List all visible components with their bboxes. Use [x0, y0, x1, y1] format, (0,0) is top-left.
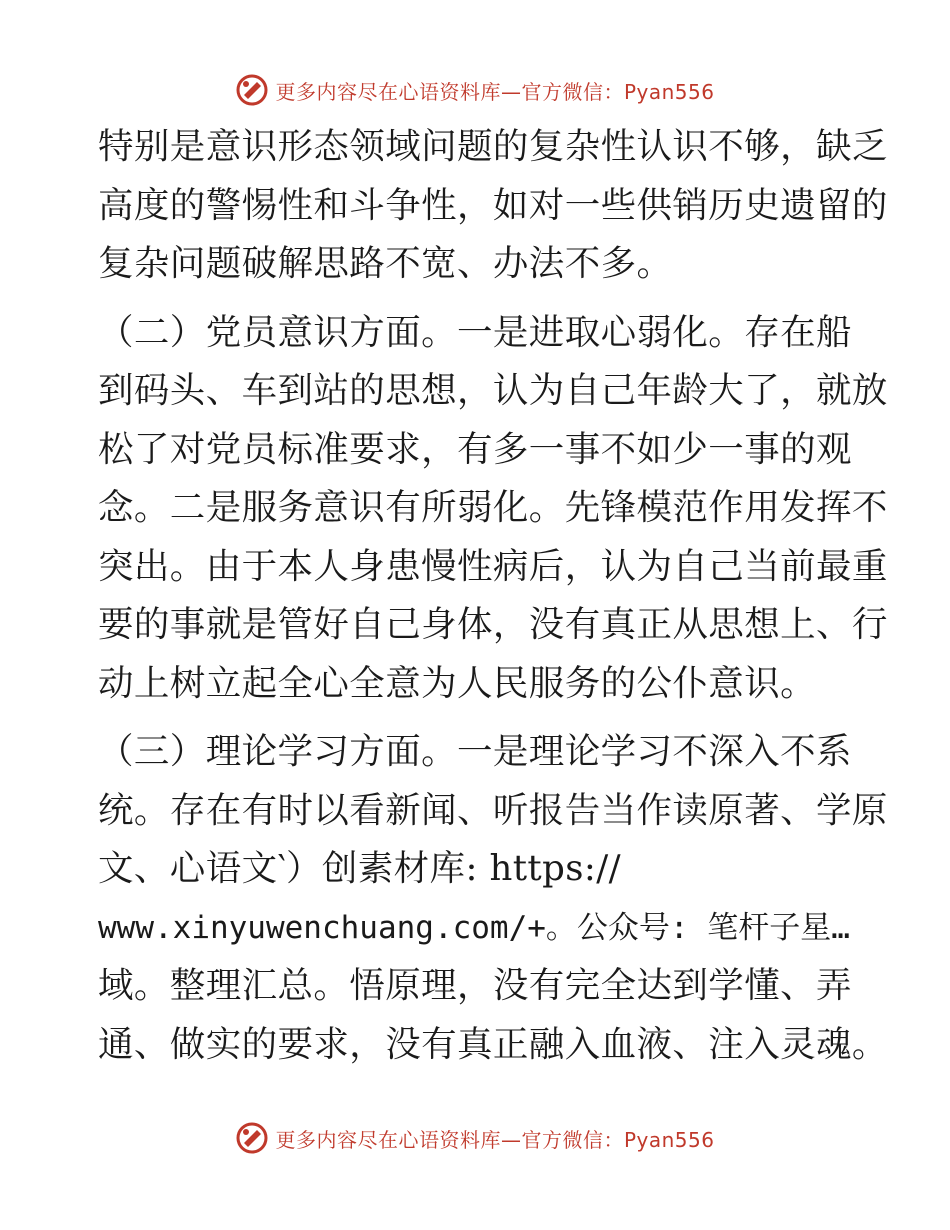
logo-icon — [235, 73, 269, 107]
text-line: 文、心语文‵）创素材库: https:// — [98, 848, 621, 889]
text-line: 松了对党员标准要求，有多一事不如少一事的观 — [98, 428, 852, 470]
document-body — [98, 118, 888, 1074]
text-line: 突出。由于本人身患慢性病后，认为自己当前最重 — [98, 545, 888, 587]
footer-banner-text: 更多内容尽在心语资料库—官方微信：Pyan556 — [275, 1127, 715, 1152]
header-watermark — [0, 70, 950, 110]
footer-watermark — [0, 1118, 950, 1158]
text-line: 念。二是服务意识有所弱化。先锋模范作用发挥不 — [98, 487, 888, 528]
text-line: 域。整理汇总。悟原理，没有完全达到学懂、弄 — [98, 965, 852, 1006]
header-banner-text: 更多内容尽在心语资料库—官方微信：Pyan556 — [275, 79, 715, 104]
text-line: 高度的警惕性和斗争性，如对一些供销历史遗留的 — [98, 184, 888, 226]
text-line: （二）党员意识方面。一是进取心弱化。存在船 — [98, 311, 852, 353]
text-line: 特别是意识形态领域问题的复杂性认识不够，缺乏 — [98, 126, 888, 167]
text-line: 通、做实的要求，没有真正融入血液、注入灵魂。 — [98, 1023, 888, 1065]
text-line: 要的事就是管好自己身体，没有真正从思想上、行 — [98, 604, 888, 645]
text-line: 复杂问题破解思路不宽、办法不多。 — [98, 243, 673, 284]
text-line: 动上树立起全心全意为人民服务的公仆意识。 — [98, 662, 817, 704]
text-line: 统。存在有时以看新闻、听报告当作读原著、学原 — [98, 789, 888, 831]
logo-icon — [235, 1121, 269, 1155]
url-line: www.xinyuwenchuang.com/+。公众号: 笔杆子星… — [98, 909, 850, 946]
text-line: （三）理论学习方面。一是理论学习不深入不系 — [98, 731, 852, 772]
text-line: 到码头、车到站的思想，认为自己年龄大了，就放 — [98, 370, 888, 411]
